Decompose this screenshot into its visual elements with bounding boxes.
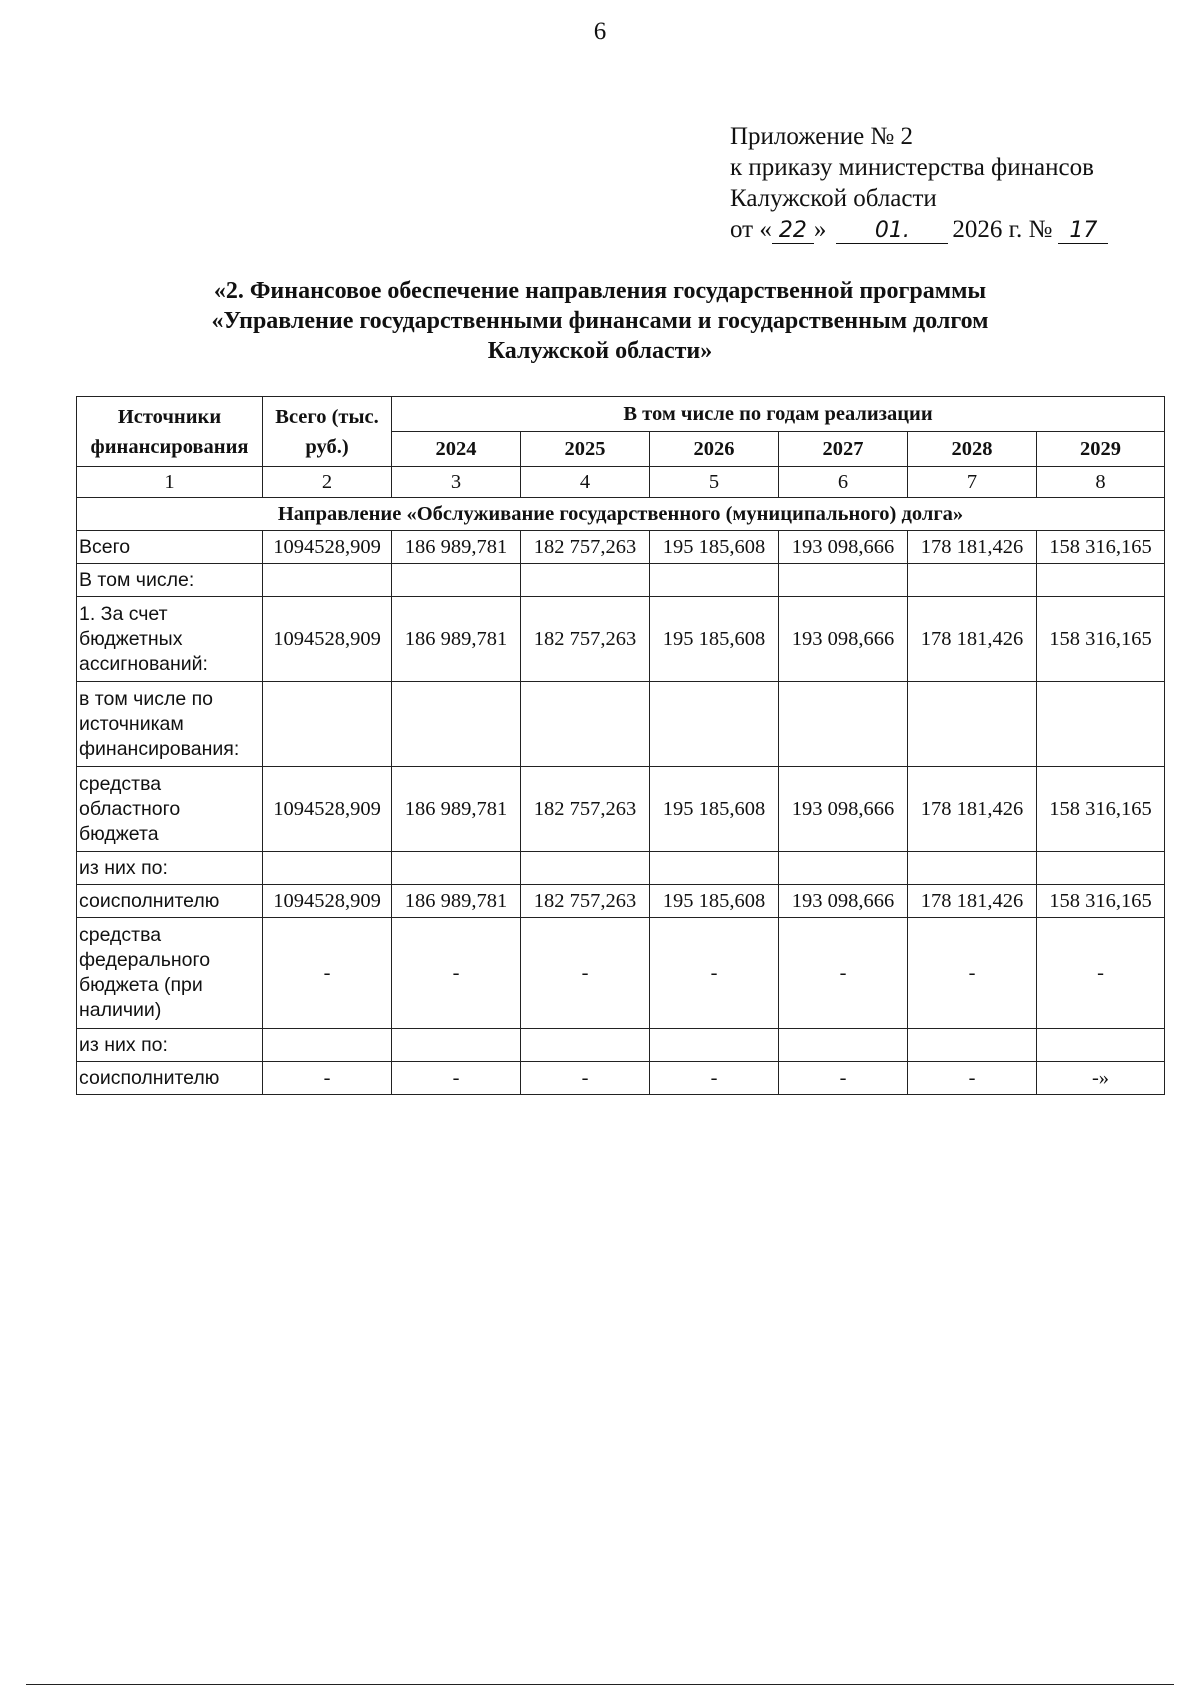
- table-row: [77, 1062, 1165, 1095]
- table-cell: 182 757,263: [521, 767, 650, 852]
- handwritten-month: 01.: [836, 219, 948, 244]
- appendix-date-line: [730, 214, 1108, 245]
- handwritten-day: 22: [772, 219, 814, 244]
- table-cell: 182 757,263: [521, 885, 650, 918]
- appendix-order-ref: к приказу министерства финансов: [730, 154, 1094, 181]
- header-by-years: В том числе по годам реализации: [392, 397, 1165, 432]
- column-number: 1: [77, 467, 263, 498]
- table-cell: [779, 852, 908, 885]
- table-cell: 1094528,909: [263, 597, 392, 682]
- table-cell: [779, 564, 908, 597]
- table-cell: [263, 1029, 392, 1062]
- table-cell: -: [263, 918, 392, 1029]
- table-cell: [908, 682, 1037, 767]
- table-cell: [392, 682, 521, 767]
- table-cell: [521, 1029, 650, 1062]
- financing-table: [76, 396, 1165, 1095]
- table-cell: 158 316,165: [1037, 767, 1165, 852]
- table-cell: -: [650, 1062, 779, 1095]
- bottom-divider: [26, 1684, 1174, 1685]
- table-row: [77, 918, 1165, 1029]
- table-cell: [650, 564, 779, 597]
- table-cell: 193 098,666: [779, 531, 908, 564]
- table-cell: -: [650, 918, 779, 1029]
- table-cell: 193 098,666: [779, 767, 908, 852]
- column-number: 5: [650, 467, 779, 498]
- table-cell: [908, 852, 1037, 885]
- table-row: [77, 564, 1165, 597]
- table-cell: 193 098,666: [779, 885, 908, 918]
- direction-title: Направление «Обслуживание государственного (муниципального) долга»: [77, 498, 1165, 531]
- table-cell: [779, 1029, 908, 1062]
- table-row: [77, 885, 1165, 918]
- table-cell: [263, 564, 392, 597]
- table-cell: [650, 682, 779, 767]
- header-source: Источники финансирования: [77, 397, 263, 467]
- column-number: 8: [1037, 467, 1165, 498]
- table-cell: [521, 852, 650, 885]
- table-row: [77, 1029, 1165, 1062]
- row-label: соисполнителю: [77, 1062, 263, 1095]
- table-cell: 195 185,608: [650, 885, 779, 918]
- handwritten-order-number: 17: [1058, 219, 1108, 244]
- section-title-line-1: «2. Финансовое обеспечение направления государственной программы: [213, 278, 987, 304]
- header-year-2028: 2028: [908, 432, 1037, 467]
- direction-row: [77, 498, 1165, 531]
- table-cell: -: [392, 1062, 521, 1095]
- table-row: [77, 597, 1165, 682]
- table-row: [77, 682, 1165, 767]
- header-year-2027: 2027: [779, 432, 908, 467]
- table-cell: 186 989,781: [392, 597, 521, 682]
- row-label: соисполнителю: [77, 885, 263, 918]
- table-cell: -: [1037, 918, 1165, 1029]
- appendix-region: Калужской области: [730, 185, 937, 212]
- table-cell: 158 316,165: [1037, 597, 1165, 682]
- table-cell: [908, 564, 1037, 597]
- row-label: Всего: [77, 531, 263, 564]
- row-label: 1. За счет бюджетных ассигнований:: [77, 597, 263, 682]
- table-cell: 195 185,608: [650, 597, 779, 682]
- row-label: из них по:: [77, 1029, 263, 1062]
- table-cell: 182 757,263: [521, 597, 650, 682]
- table-row: [77, 767, 1165, 852]
- table-cell: [650, 852, 779, 885]
- table-cell: -: [908, 1062, 1037, 1095]
- date-year-label: 2026 г. №: [952, 216, 1053, 243]
- table-cell: [1037, 852, 1165, 885]
- table-cell: 178 181,426: [908, 767, 1037, 852]
- table-cell: 178 181,426: [908, 531, 1037, 564]
- table-cell: 158 316,165: [1037, 885, 1165, 918]
- table-cell: -: [779, 918, 908, 1029]
- table-cell: -: [392, 918, 521, 1029]
- page-number: 6: [593, 18, 607, 45]
- table-cell: 178 181,426: [908, 885, 1037, 918]
- table-cell: [650, 1029, 779, 1062]
- header-year-2026: 2026: [650, 432, 779, 467]
- column-number: 3: [392, 467, 521, 498]
- column-number: 7: [908, 467, 1037, 498]
- table-cell: -: [521, 918, 650, 1029]
- table-cell: [779, 682, 908, 767]
- column-number: 4: [521, 467, 650, 498]
- row-label: в том числе по источникам финансирования:: [77, 682, 263, 767]
- table-cell: [263, 852, 392, 885]
- table-cell: [1037, 564, 1165, 597]
- column-number: 2: [263, 467, 392, 498]
- table-cell: -: [779, 1062, 908, 1095]
- table-cell: [392, 564, 521, 597]
- table-cell: 158 316,165: [1037, 531, 1165, 564]
- header-year-2025: 2025: [521, 432, 650, 467]
- row-label: из них по:: [77, 852, 263, 885]
- table-cell: -: [908, 918, 1037, 1029]
- table-cell: [263, 682, 392, 767]
- table-cell: [392, 1029, 521, 1062]
- table-row: [77, 531, 1165, 564]
- table-row: [77, 852, 1165, 885]
- section-title-line-2: «Управление государственными финансами и государственным долгом: [211, 308, 989, 334]
- appendix-title: Приложение № 2: [730, 123, 914, 150]
- table-cell: 1094528,909: [263, 885, 392, 918]
- table-cell: -: [263, 1062, 392, 1095]
- row-label: средства федерального бюджета (при наличии): [77, 918, 263, 1029]
- header-year-2024: 2024: [392, 432, 521, 467]
- column-number: 6: [779, 467, 908, 498]
- table-cell: -: [521, 1062, 650, 1095]
- table-cell: -»: [1037, 1062, 1165, 1095]
- section-title-line-3: Калужской области»: [487, 338, 713, 364]
- date-prefix: от «: [730, 216, 772, 243]
- column-numbers-row: [77, 467, 1165, 498]
- header-total: Всего (тыс. руб.): [263, 397, 392, 467]
- table-cell: 195 185,608: [650, 531, 779, 564]
- table-cell: 193 098,666: [779, 597, 908, 682]
- table-cell: 186 989,781: [392, 885, 521, 918]
- table-cell: [1037, 1029, 1165, 1062]
- appendix-block: [730, 121, 1108, 245]
- table-cell: 1094528,909: [263, 767, 392, 852]
- table-cell: 186 989,781: [392, 531, 521, 564]
- row-label: В том числе:: [77, 564, 263, 597]
- table-cell: [521, 564, 650, 597]
- header-year-2029: 2029: [1037, 432, 1165, 467]
- table-cell: 195 185,608: [650, 767, 779, 852]
- table-cell: 178 181,426: [908, 597, 1037, 682]
- table-cell: [908, 1029, 1037, 1062]
- table-cell: 186 989,781: [392, 767, 521, 852]
- row-label: средства областного бюджета: [77, 767, 263, 852]
- date-mid: »: [813, 216, 827, 243]
- table-cell: [521, 682, 650, 767]
- table-cell: 1094528,909: [263, 531, 392, 564]
- table-cell: [392, 852, 521, 885]
- table-cell: 182 757,263: [521, 531, 650, 564]
- table-cell: [1037, 682, 1165, 767]
- section-title: [150, 276, 1050, 366]
